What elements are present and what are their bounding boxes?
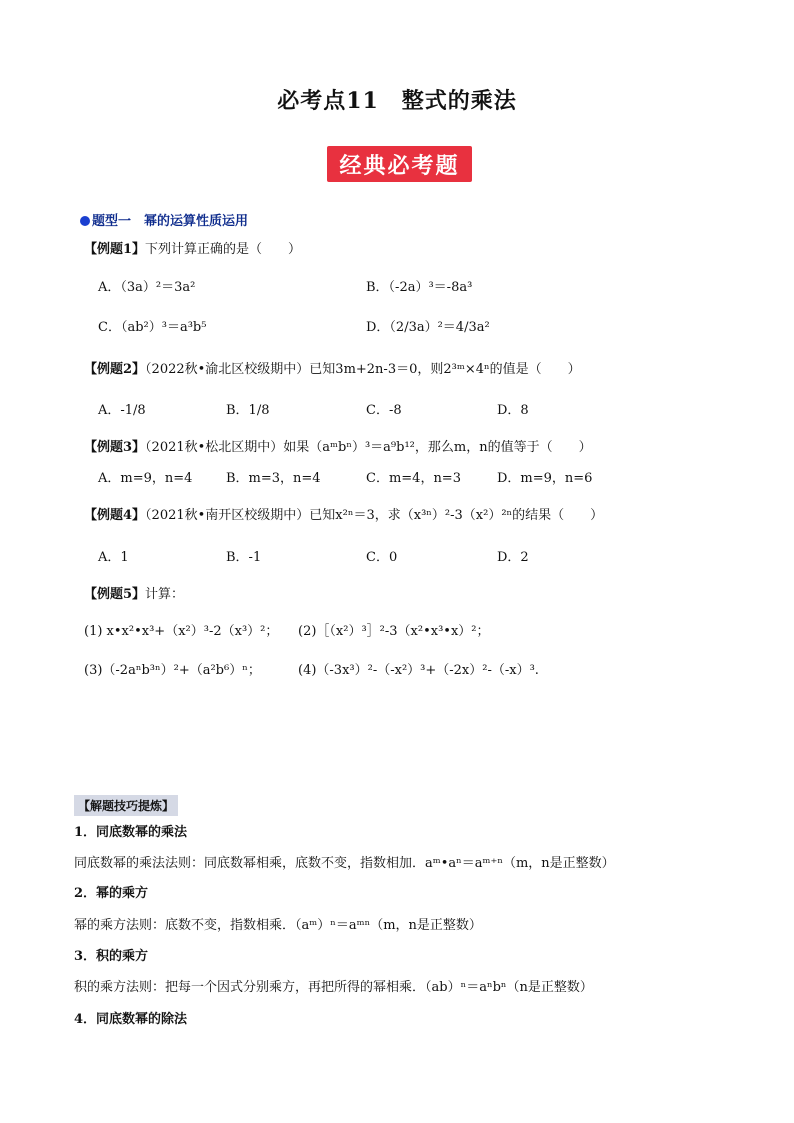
calc-item-1: (1) x•x²•x³+（x²）³-2（x³）²； xyxy=(84,624,279,639)
tip-3-body: 积的乘方法则：把每一个因式分别乘方，再把所得的幂相乘．（ab）ⁿ＝aⁿbⁿ（n是正整数） xyxy=(74,980,593,995)
page-title: 必考点11 整式的乘法 xyxy=(277,88,517,114)
tip-1-heading: 1．同底数幂的乘法 xyxy=(74,825,188,840)
option-2a[interactable]: A．-1/8 xyxy=(98,403,146,418)
option-1a[interactable]: A．（3a）²＝3a² xyxy=(98,280,196,295)
option-3a[interactable]: A．m=9，n=4 xyxy=(98,471,193,486)
option-4b[interactable]: B．-1 xyxy=(226,550,262,565)
option-3b[interactable]: B．m=3，n=4 xyxy=(226,471,321,486)
option-3c[interactable]: C．m=4，n=3 xyxy=(366,471,461,486)
option-2d[interactable]: D．8 xyxy=(497,403,529,418)
tip-4-heading: 4．同底数幂的除法 xyxy=(74,1012,188,1027)
banner-text: 经典必考题 xyxy=(339,153,460,179)
example-1 xyxy=(84,242,301,258)
tip-2-heading: 2．幂的乘方 xyxy=(74,886,149,901)
option-1c[interactable]: C．（ab²）³＝a³b⁵ xyxy=(98,320,207,335)
example-5 xyxy=(84,587,184,603)
example-3 xyxy=(84,440,592,456)
option-1b[interactable]: B．（-2a）³＝-8a³ xyxy=(366,280,473,295)
example-4 xyxy=(84,508,603,524)
tips-label: 【解题技巧提炼】 xyxy=(74,795,178,816)
calc-item-2: (2)［（x²）³］²-3（x²•x³•x）²； xyxy=(298,624,490,639)
banner xyxy=(327,146,472,182)
example-1-text: 下列计算正确的是（ ） xyxy=(145,242,302,257)
calc-item-4: (4)（-3x³）²-（-x²）³+（-2x）²-（-x）³. xyxy=(298,663,539,678)
example-5-label: 【例题5】 xyxy=(84,587,146,602)
tip-1-body: 同底数幂的乘法法则：同底数幂相乘，底数不变，指数相加．aᵐ•aⁿ＝aᵐ⁺ⁿ（m，n是正整数） xyxy=(74,856,615,871)
example-2-label: 【例题2】 xyxy=(84,362,146,377)
example-3-text: （2021秋•松北区期中）如果（aᵐbⁿ）³＝a⁹b¹²，那么m，n的值等于（ ） xyxy=(145,440,592,455)
tip-3-heading: 3．积的乘方 xyxy=(74,949,149,964)
example-2-text: （2022秋•渝北区校级期中）已知3m+2n-3＝0，则2³ᵐ×4ⁿ的值是（ ） xyxy=(145,362,581,377)
option-3d[interactable]: D．m=9，n=6 xyxy=(497,471,593,486)
section-heading xyxy=(80,214,248,230)
example-1-label: 【例题1】 xyxy=(84,242,146,257)
tip-2-body: 幂的乘方法则：底数不变，指数相乘．（aᵐ）ⁿ＝aᵐⁿ（m，n是正整数） xyxy=(74,918,482,933)
option-4a[interactable]: A．1 xyxy=(98,550,129,565)
example-3-label: 【例题3】 xyxy=(84,440,146,455)
example-4-text: （2021秋•南开区校级期中）已知x²ⁿ＝3，求（x³ⁿ）²-3（x²）²ⁿ的结果（ ） xyxy=(145,508,604,523)
example-4-label: 【例题4】 xyxy=(84,508,146,523)
calc-item-3: (3)（-2aⁿb³ⁿ）²+（a²b⁶）ⁿ； xyxy=(84,663,261,678)
option-2c[interactable]: C．-8 xyxy=(366,403,402,418)
section-heading-text: 题型一 幂的运算性质运用 xyxy=(92,214,249,229)
example-5-text: 计算： xyxy=(145,587,185,602)
option-1d[interactable]: D．（2/3a）²＝4/3a² xyxy=(366,320,490,335)
bullet-dot-icon xyxy=(80,216,90,226)
option-4c[interactable]: C．0 xyxy=(366,550,398,565)
option-2b[interactable]: B．1/8 xyxy=(226,403,270,418)
option-4d[interactable]: D．2 xyxy=(497,550,529,565)
example-2 xyxy=(84,362,581,378)
